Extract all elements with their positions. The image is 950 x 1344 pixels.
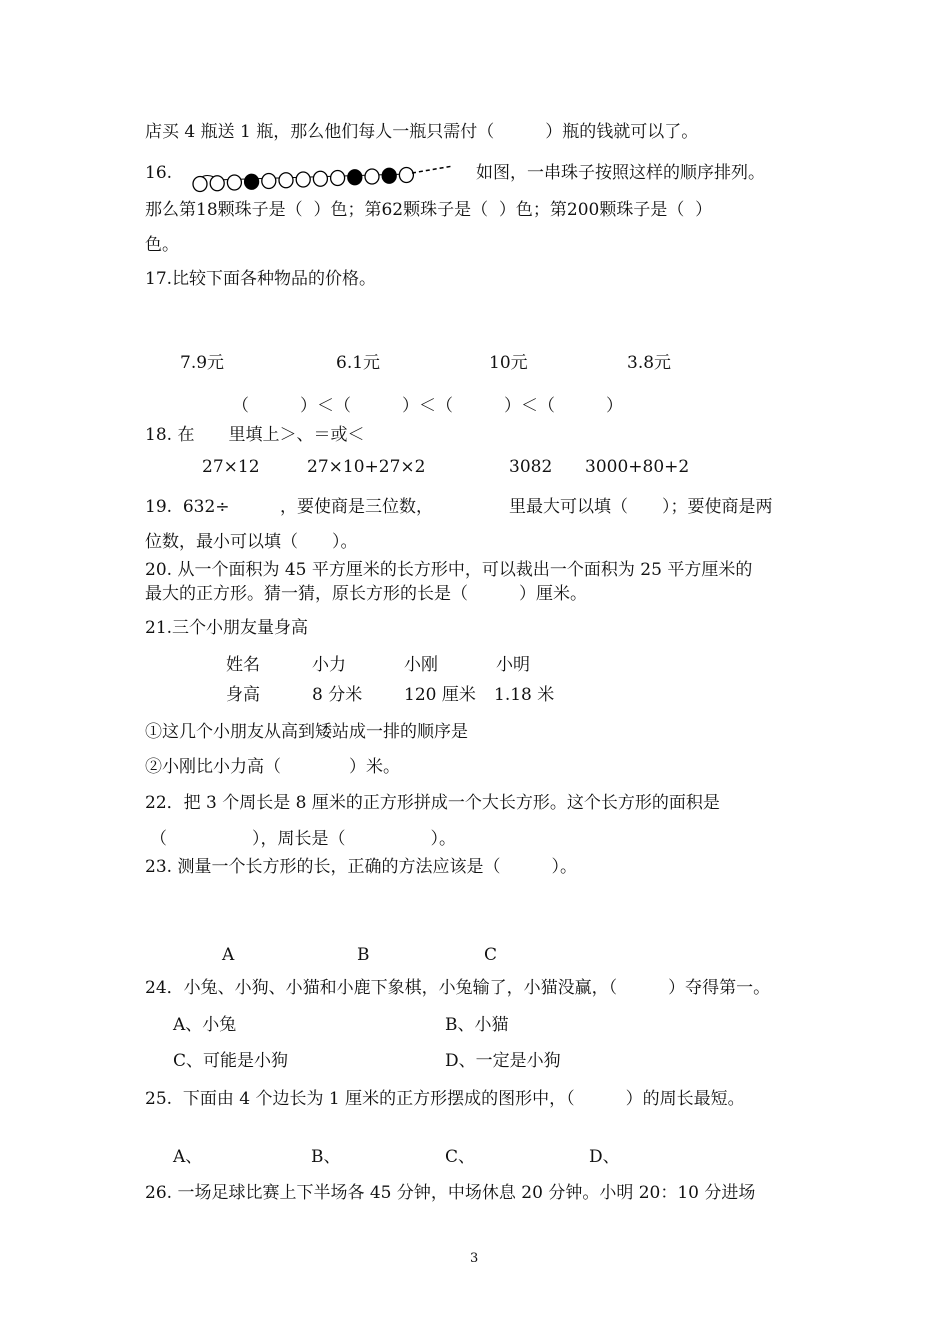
q20-line2: 最大的正方形。猜一猜，原长方形的长是（ ）厘米。 — [145, 584, 587, 604]
q24-option-a: A、小兔 — [173, 1015, 237, 1035]
q18-item-4: 3000+80+2 — [585, 457, 690, 477]
bead-7 — [296, 172, 310, 187]
q23-option-a: A — [222, 945, 235, 965]
q17-price-3: 10元 — [489, 353, 528, 373]
q18-title: 18. 在 里填上＞、＝或＜ — [145, 425, 365, 445]
q25-option-c: C、 — [445, 1147, 476, 1167]
q16-line2: 那么第18颗珠子是（ ）色；第62颗珠子是（ ）色；第200颗珠子是（ ） — [145, 200, 713, 220]
q19-part-a: 19. 632÷ — [145, 497, 230, 517]
q25-option-b: B、 — [311, 1147, 341, 1167]
q23-text: 23. 测量一个长方形的长，正确的方法应该是（ ）。 — [145, 857, 577, 877]
q21-row-label: 身高 — [226, 685, 260, 705]
bead-10 — [348, 170, 362, 185]
bead-string-figure — [188, 160, 458, 196]
q24-option-d: D、一定是小狗 — [445, 1051, 561, 1071]
q18-item-3: 3082 — [509, 457, 553, 477]
q25-option-d: D、 — [589, 1147, 620, 1167]
q17-title: 17.比较下面各种物品的价格。 — [145, 269, 377, 289]
q21-height-xiaoli: 8 分米 — [312, 685, 363, 705]
q21-header-name: 姓名 — [226, 655, 260, 675]
q21-header-xiaogang: 小刚 — [404, 655, 438, 675]
q21-header-xiaoli: 小力 — [312, 655, 346, 675]
q21-sub1: ①这几个小朋友从高到矮站成一排的顺序是 — [145, 722, 468, 742]
q21-height-xiaogang: 120 厘米 — [404, 685, 476, 705]
q18-item-1: 27×12 — [202, 457, 260, 477]
q24-option-b: B、小猫 — [445, 1015, 509, 1035]
bead-12 — [382, 168, 396, 183]
bead-2 — [210, 176, 224, 191]
q21-sub2: ②小刚比小力高（ ）米。 — [145, 757, 400, 777]
q15-continuation: 店买 4 瓶送 1 瓶，那么他们每人一瓶只需付（ ）瓶的钱就可以了。 — [145, 122, 699, 142]
q23-option-b: B — [357, 945, 370, 965]
q21-header-xiaoming: 小明 — [496, 655, 530, 675]
q17-compare-blanks: （ ）＜（ ）＜（ ）＜（ ） — [232, 396, 623, 416]
q18-item-2: 27×10+27×2 — [307, 457, 426, 477]
q22-line1: 22．把 3 个周长是 8 厘米的正方形拼成一个大长方形。这个长方形的面积是 — [145, 793, 720, 813]
q24-text: 24．小兔、小狗、小猫和小鹿下象棋，小兔输了，小猫没赢，（ ）夺得第一。 — [145, 978, 771, 998]
q17-price-2: 6.1元 — [336, 353, 381, 373]
q19-line2: 位数，最小可以填（ ）。 — [145, 532, 358, 552]
q23-option-c: C — [484, 945, 498, 965]
q16-text: 如图，一串珠子按照这样的顺序排列。 — [476, 163, 765, 183]
bead-13 — [399, 168, 413, 183]
q24-option-c: C、可能是小狗 — [173, 1051, 289, 1071]
q25-option-a: A、 — [173, 1147, 203, 1167]
q22-line2: （ ），周长是（ ）。 — [150, 829, 456, 849]
q19-part-b: ，要使商是三位数， — [280, 497, 433, 517]
q19-part-c: 里最大可以填（ ）；要使商是两 — [509, 497, 773, 517]
q26-text: 26. 一场足球比赛上下半场各 45 分钟，中场休息 20 分钟。小明 20：10 分进场 — [145, 1183, 756, 1203]
q21-height-xiaoming: 1.18 米 — [494, 685, 555, 705]
bead-5 — [262, 174, 276, 189]
bead-6 — [279, 173, 293, 188]
q17-price-1: 7.9元 — [180, 353, 225, 373]
q20-line1: 20. 从一个面积为 45 平方厘米的长方形中，可以裁出一个面积为 25 平方厘米的 — [145, 560, 753, 580]
bead-9 — [331, 171, 345, 186]
bead-11 — [365, 169, 379, 184]
bead-8 — [313, 171, 327, 186]
bead-1 — [193, 177, 207, 192]
page-number: 3 — [470, 1251, 479, 1266]
q16-line3: 色。 — [145, 235, 179, 255]
q21-title: 21.三个小朋友量身高 — [145, 618, 309, 638]
bead-4 — [245, 174, 259, 189]
q25-text: 25. 下面由 4 个边长为 1 厘米的正方形摆成的图形中，（ ）的周长最短。 — [145, 1089, 745, 1109]
q17-price-4: 3.8元 — [627, 353, 672, 373]
q16-number: 16. — [145, 163, 173, 183]
bead-3 — [227, 175, 241, 190]
